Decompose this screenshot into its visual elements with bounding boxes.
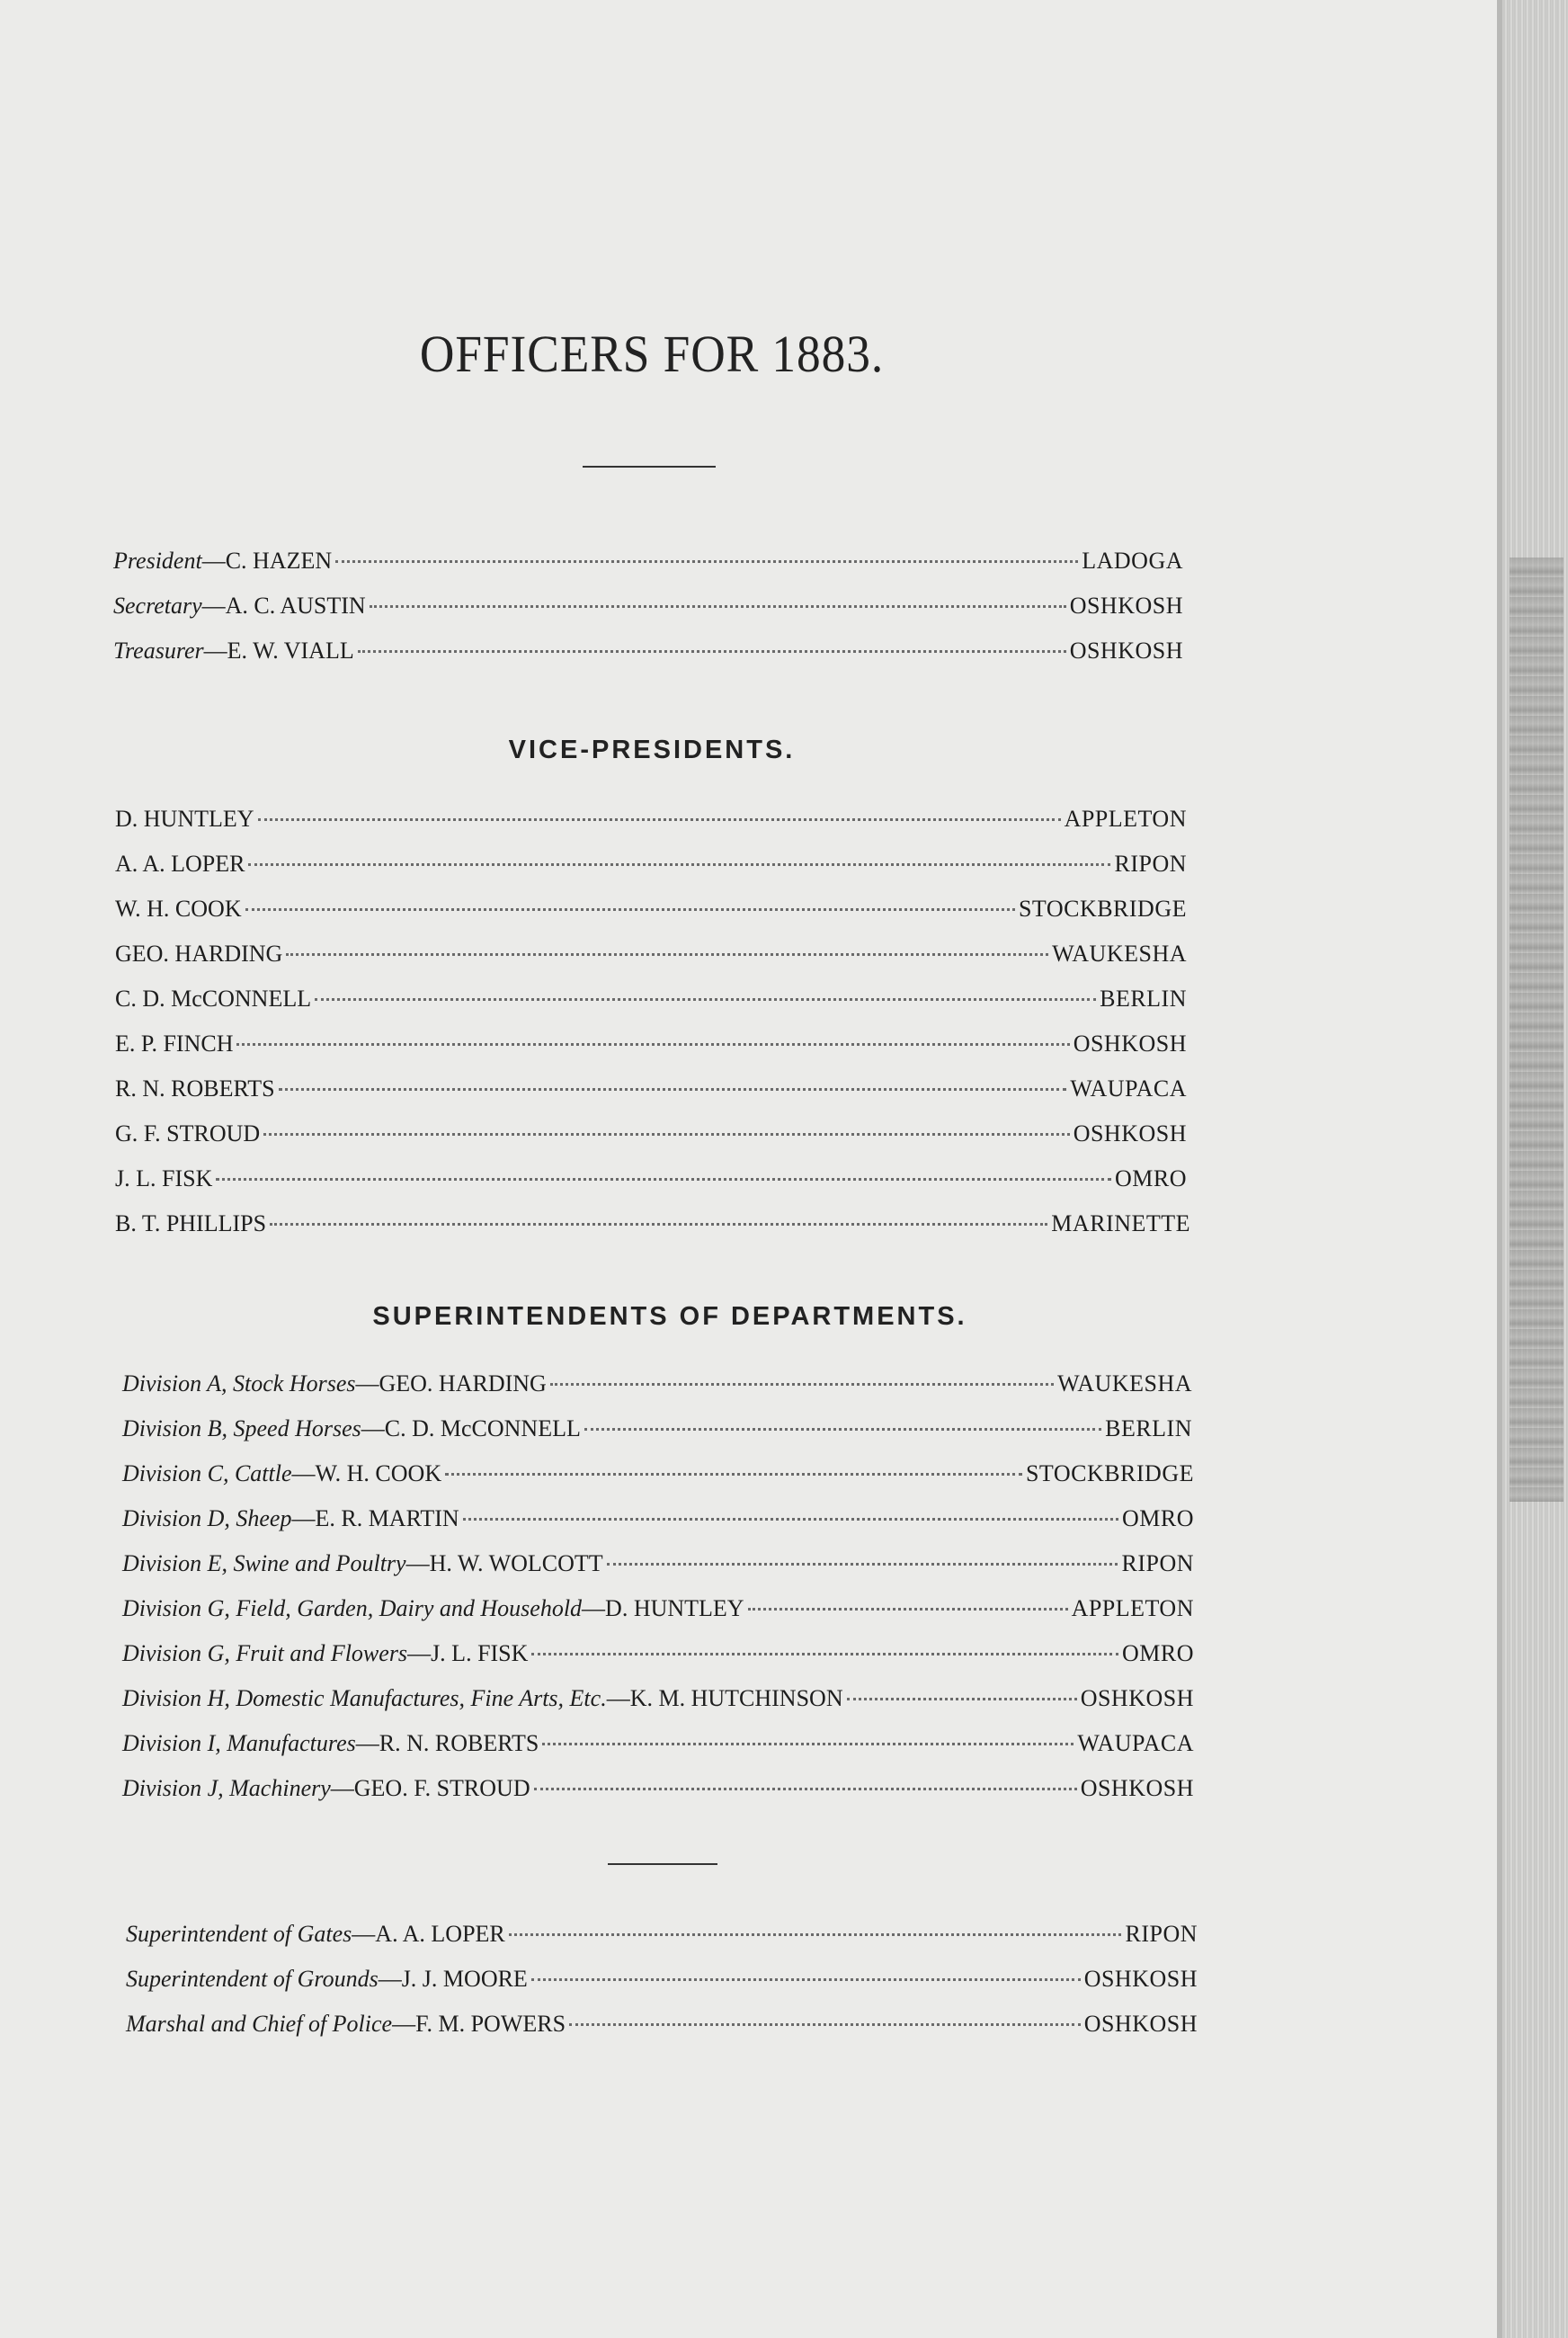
- superintendent-name: K. M. HUTCHINSON: [629, 1685, 843, 1711]
- officer-place: OSHKOSH: [1069, 593, 1183, 619]
- division-label: Division B, Speed Horses: [122, 1415, 361, 1441]
- division-label: Division E, Swine and Poultry: [122, 1550, 406, 1576]
- vice-president-name: G. F. STROUD: [115, 1120, 261, 1147]
- separator: —: [291, 1460, 316, 1486]
- dot-leader: [584, 1428, 1101, 1431]
- vice-president-name: B. T. PHILLIPS: [115, 1210, 267, 1236]
- vice-president-place: MARINETTE: [1051, 1210, 1190, 1236]
- division-label: Division H, Domestic Manufactures, Fine Arts, Etc.: [122, 1685, 607, 1711]
- other-officer-role: Superintendent of Grounds: [126, 1966, 379, 1992]
- other-officer-role: Marshal and Chief of Police: [126, 2011, 393, 2037]
- officer-name: C. HAZEN: [225, 548, 333, 574]
- officer-role: Treasurer: [113, 638, 204, 664]
- separator: —: [606, 1685, 630, 1711]
- dot-leader: [542, 1743, 1074, 1745]
- vice-president-place: OSHKOSH: [1073, 1031, 1187, 1057]
- dot-leader: [258, 818, 1061, 821]
- vice-president-place: OMRO: [1114, 1165, 1187, 1191]
- vice-presidents-heading: VICE-PRESIDENTS.: [508, 736, 796, 764]
- superintendent-row: [122, 1501, 1194, 1537]
- separator: —: [355, 1730, 379, 1756]
- vice-president-place: WAUPACA: [1070, 1075, 1187, 1102]
- superintendent-row: [122, 1636, 1194, 1672]
- vice-president-row: [115, 1206, 1190, 1242]
- page-edge: [1497, 0, 1568, 2338]
- superintendent-row: [122, 1681, 1194, 1717]
- superintendent-place: BERLIN: [1105, 1415, 1192, 1441]
- separator: —: [352, 1921, 376, 1947]
- superintendent-row: [122, 1591, 1194, 1627]
- superintendent-place: STOCKBRIDGE: [1025, 1460, 1194, 1486]
- separator: —: [291, 1505, 316, 1531]
- dot-leader: [531, 1653, 1118, 1655]
- superintendent-name: C. D. McCONNELL: [384, 1415, 581, 1441]
- superintendent-name: GEO. HARDING: [379, 1370, 547, 1397]
- officer-row: [113, 543, 1183, 579]
- separator: —: [361, 1415, 385, 1441]
- separator: —: [330, 1775, 354, 1801]
- separator: —: [355, 1370, 379, 1397]
- superintendent-place: WAUKESHA: [1057, 1370, 1192, 1397]
- officer-place: LADOGA: [1082, 548, 1183, 574]
- superintendent-row: [122, 1546, 1194, 1582]
- division-label: Division G, Field, Garden, Dairy and Household: [122, 1595, 583, 1621]
- dot-leader: [216, 1178, 1111, 1181]
- separator: —: [405, 1550, 430, 1576]
- other-officer-row: [126, 2006, 1198, 2042]
- dot-leader: [248, 863, 1110, 866]
- dot-leader: [335, 560, 1078, 563]
- other-officer-place: OSHKOSH: [1083, 2011, 1198, 2037]
- vice-president-name: D. HUNTLEY: [115, 806, 254, 832]
- superintendent-place: OMRO: [1121, 1640, 1194, 1666]
- separator: —: [378, 1966, 402, 1992]
- separator: —: [582, 1595, 606, 1621]
- superintendent-place: APPLETON: [1071, 1595, 1194, 1621]
- superintendent-place: OSHKOSH: [1080, 1775, 1194, 1801]
- dot-leader: [370, 605, 1066, 608]
- other-officer-place: RIPON: [1125, 1921, 1198, 1947]
- vice-president-place: BERLIN: [1100, 986, 1187, 1012]
- superintendent-place: RIPON: [1121, 1550, 1194, 1576]
- other-officer-row: [126, 1961, 1198, 1997]
- superintendent-row: [122, 1726, 1194, 1762]
- dot-leader: [607, 1563, 1118, 1566]
- vice-president-row: [115, 1071, 1187, 1107]
- separator: —: [201, 548, 226, 574]
- superintendent-name: J. L. FISK: [431, 1640, 529, 1666]
- officer-place: OSHKOSH: [1069, 638, 1183, 664]
- officer-row: [113, 588, 1183, 624]
- dot-leader: [847, 1698, 1077, 1700]
- other-officer-name: A. A. LOPER: [375, 1921, 505, 1947]
- dot-leader: [534, 1788, 1077, 1790]
- superintendent-place: OMRO: [1121, 1505, 1194, 1531]
- officer-role: President: [113, 548, 202, 574]
- title-rule: [583, 466, 716, 468]
- other-officer-name: J. J. MOORE: [401, 1966, 528, 1992]
- dot-leader: [315, 998, 1096, 1001]
- division-label: Division A, Stock Horses: [122, 1370, 356, 1397]
- superintendents-heading: SUPERINTENDENTS OF DEPARTMENTS.: [372, 1302, 967, 1331]
- superintendent-name: E. R. MARTIN: [315, 1505, 459, 1531]
- page-title: OFFICERS FOR 1883.: [419, 325, 885, 383]
- vice-president-row: [115, 846, 1187, 882]
- vice-president-place: STOCKBRIDGE: [1018, 896, 1187, 922]
- officer-name: E. W. VIALL: [227, 638, 354, 664]
- superintendent-place: WAUPACA: [1077, 1730, 1194, 1756]
- dot-leader: [270, 1223, 1047, 1226]
- vice-president-name: W. H. COOK: [115, 896, 242, 922]
- dot-leader: [748, 1608, 1068, 1611]
- vice-president-row: [115, 891, 1187, 927]
- vice-president-row: [115, 981, 1187, 1017]
- dot-leader: [463, 1518, 1118, 1521]
- superintendent-name: W. H. COOK: [315, 1460, 442, 1486]
- dot-leader: [263, 1133, 1070, 1136]
- vice-president-place: WAUKESHA: [1052, 941, 1187, 967]
- superintendent-name: H. W. WOLCOTT: [429, 1550, 603, 1576]
- dot-leader: [445, 1473, 1022, 1476]
- dot-leader: [550, 1383, 1054, 1386]
- officer-name: A. C. AUSTIN: [225, 593, 366, 619]
- vice-president-name: C. D. McCONNELL: [115, 986, 312, 1012]
- officer-role: Secretary: [113, 593, 202, 619]
- dot-leader: [531, 1978, 1081, 1981]
- dot-leader: [509, 1933, 1122, 1936]
- superintendent-row: [122, 1366, 1192, 1402]
- dot-leader: [358, 650, 1066, 653]
- dot-leader: [569, 2023, 1081, 2026]
- page-stack-shadow: [1510, 558, 1564, 1502]
- other-officer-row: [126, 1916, 1198, 1952]
- vice-president-row: [115, 801, 1187, 837]
- division-label: Division J, Machinery: [122, 1775, 331, 1801]
- other-officer-name: F. M. POWERS: [415, 2011, 566, 2037]
- vice-president-row: [115, 936, 1187, 972]
- vice-president-place: RIPON: [1114, 851, 1187, 877]
- separator: —: [407, 1640, 432, 1666]
- vice-president-name: R. N. ROBERTS: [115, 1075, 275, 1102]
- vice-president-name: E. P. FINCH: [115, 1031, 234, 1057]
- vice-president-name: A. A. LOPER: [115, 851, 245, 877]
- superintendent-row: [122, 1456, 1194, 1492]
- dot-leader: [286, 953, 1048, 956]
- vice-president-row: [115, 1026, 1187, 1062]
- division-label: Division I, Manufactures: [122, 1730, 356, 1756]
- separator: —: [201, 593, 226, 619]
- other-officer-place: OSHKOSH: [1083, 1966, 1198, 1992]
- section-rule: [608, 1863, 717, 1865]
- vice-president-place: APPLETON: [1064, 806, 1187, 832]
- vice-president-row: [115, 1161, 1187, 1197]
- vice-president-name: GEO. HARDING: [115, 941, 283, 967]
- division-label: Division D, Sheep: [122, 1505, 292, 1531]
- separator: —: [203, 638, 227, 664]
- superintendent-place: OSHKOSH: [1080, 1685, 1194, 1711]
- dot-leader: [279, 1088, 1067, 1091]
- superintendent-name: GEO. F. STROUD: [353, 1775, 530, 1801]
- superintendent-row: [122, 1771, 1194, 1807]
- superintendent-name: R. N. ROBERTS: [379, 1730, 539, 1756]
- vice-president-name: J. L. FISK: [115, 1165, 213, 1191]
- dot-leader: [245, 908, 1015, 911]
- dot-leader: [236, 1043, 1069, 1046]
- superintendent-row: [122, 1411, 1192, 1447]
- superintendent-name: D. HUNTLEY: [605, 1595, 744, 1621]
- officer-row: [113, 633, 1183, 669]
- separator: —: [392, 2011, 416, 2037]
- division-label: Division G, Fruit and Flowers: [122, 1640, 408, 1666]
- other-officer-role: Superintendent of Gates: [126, 1921, 352, 1947]
- division-label: Division C, Cattle: [122, 1460, 292, 1486]
- vice-president-row: [115, 1116, 1187, 1152]
- book-gutter: [1497, 0, 1502, 2338]
- vice-president-place: OSHKOSH: [1073, 1120, 1187, 1147]
